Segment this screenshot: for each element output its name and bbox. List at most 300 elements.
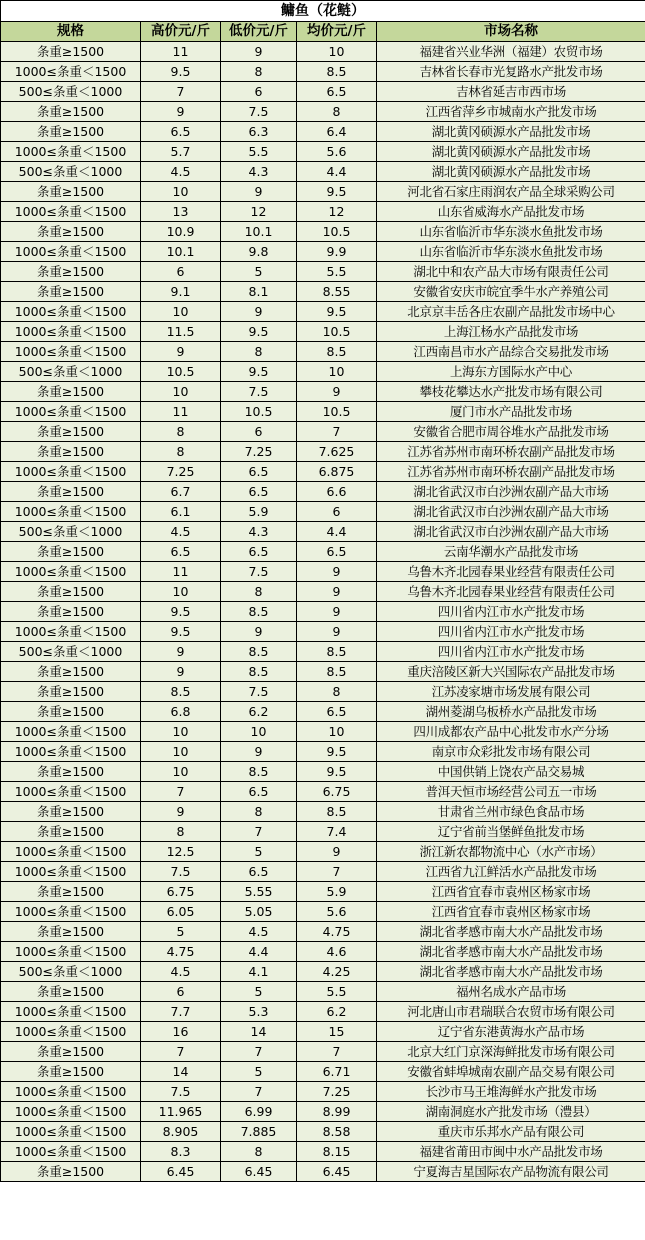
- table-row: [1, 622, 645, 642]
- cell-market: 辽宁省前当堡鲜鱼批发市场: [377, 822, 645, 842]
- table-row: [1, 702, 645, 722]
- table-row: [1, 1062, 645, 1082]
- cell-high-price: 12.5: [141, 842, 221, 862]
- cell-market: 乌鲁木齐北园春果业经营有限责任公司: [377, 582, 645, 602]
- cell-low-price: 9: [221, 622, 297, 642]
- cell-high-price: 6.1: [141, 502, 221, 522]
- cell-avg-price: 4.6: [297, 942, 377, 962]
- cell-market: 上海东方国际水产中心: [377, 362, 645, 382]
- cell-high-price: 7.5: [141, 862, 221, 882]
- cell-high-price: 9.5: [141, 622, 221, 642]
- cell-market: 四川省内江市水产批发市场: [377, 622, 645, 642]
- cell-market: 湖北黄冈硕源水产品批发市场: [377, 142, 645, 162]
- cell-avg-price: 9: [297, 582, 377, 602]
- cell-low-price: 8.5: [221, 602, 297, 622]
- cell-low-price: 10.1: [221, 222, 297, 242]
- cell-avg-price: 15: [297, 1022, 377, 1042]
- cell-avg-price: 7.25: [297, 1082, 377, 1102]
- cell-spec: 1000≤条重＜1500: [1, 902, 141, 922]
- cell-high-price: 11: [141, 402, 221, 422]
- header-row: [1, 22, 645, 42]
- table-row: [1, 722, 645, 742]
- cell-avg-price: 9.5: [297, 742, 377, 762]
- header-low-price: 低价元/斤: [221, 22, 297, 42]
- table-row: [1, 122, 645, 142]
- table-row: [1, 1042, 645, 1062]
- cell-high-price: 11.5: [141, 322, 221, 342]
- cell-low-price: 8: [221, 1142, 297, 1162]
- cell-spec: 1000≤条重＜1500: [1, 1102, 141, 1122]
- cell-spec: 1000≤条重＜1500: [1, 942, 141, 962]
- cell-high-price: 9.5: [141, 62, 221, 82]
- cell-high-price: 10: [141, 182, 221, 202]
- cell-market: 北京大红门京深海鲜批发市场有限公司: [377, 1042, 645, 1062]
- cell-high-price: 9: [141, 102, 221, 122]
- cell-avg-price: 6.6: [297, 482, 377, 502]
- cell-spec: 1000≤条重＜1500: [1, 622, 141, 642]
- cell-avg-price: 10: [297, 362, 377, 382]
- cell-low-price: 7: [221, 822, 297, 842]
- cell-avg-price: 5.9: [297, 882, 377, 902]
- table-row: [1, 342, 645, 362]
- cell-market: 山东省威海水产品批发市场: [377, 202, 645, 222]
- cell-low-price: 4.5: [221, 922, 297, 942]
- cell-spec: 条重≥1500: [1, 1162, 141, 1182]
- cell-avg-price: 9.9: [297, 242, 377, 262]
- cell-high-price: 7: [141, 82, 221, 102]
- cell-high-price: 14: [141, 1062, 221, 1082]
- cell-market: 湖北省孝感市南大水产品批发市场: [377, 962, 645, 982]
- cell-spec: 条重≥1500: [1, 1042, 141, 1062]
- table-row: [1, 982, 645, 1002]
- cell-market: 普洱天恒市场经营公司五一市场: [377, 782, 645, 802]
- cell-high-price: 10: [141, 382, 221, 402]
- cell-market: 甘肃省兰州市绿色食品市场: [377, 802, 645, 822]
- table-row: [1, 762, 645, 782]
- cell-market: 四川省内江市水产批发市场: [377, 602, 645, 622]
- cell-spec: 条重≥1500: [1, 222, 141, 242]
- cell-high-price: 11: [141, 562, 221, 582]
- cell-spec: 1000≤条重＜1500: [1, 402, 141, 422]
- cell-high-price: 4.5: [141, 162, 221, 182]
- cell-high-price: 6.05: [141, 902, 221, 922]
- cell-market: 江西省九江鲜活水产品批发市场: [377, 862, 645, 882]
- table-row: [1, 282, 645, 302]
- cell-avg-price: 4.4: [297, 162, 377, 182]
- cell-high-price: 10.5: [141, 362, 221, 382]
- cell-spec: 500≤条重＜1000: [1, 362, 141, 382]
- cell-high-price: 10: [141, 582, 221, 602]
- cell-market: 江苏省苏州市南环桥农副产品批发市场: [377, 442, 645, 462]
- cell-market: 宁夏海吉星国际农产品物流有限公司: [377, 1162, 645, 1182]
- cell-high-price: 6.45: [141, 1162, 221, 1182]
- cell-high-price: 9: [141, 642, 221, 662]
- cell-market: 福建省兴业华洲（福建）农贸市场: [377, 42, 645, 62]
- cell-market: 辽宁省东港黄海水产品市场: [377, 1022, 645, 1042]
- cell-spec: 1000≤条重＜1500: [1, 1142, 141, 1162]
- cell-avg-price: 9: [297, 382, 377, 402]
- cell-low-price: 6.5: [221, 482, 297, 502]
- cell-spec: 1000≤条重＜1500: [1, 62, 141, 82]
- cell-avg-price: 8.5: [297, 802, 377, 822]
- cell-spec: 500≤条重＜1000: [1, 162, 141, 182]
- cell-spec: 条重≥1500: [1, 42, 141, 62]
- table-row: [1, 522, 645, 542]
- cell-avg-price: 8.58: [297, 1122, 377, 1142]
- cell-avg-price: 8.5: [297, 662, 377, 682]
- cell-low-price: 9: [221, 182, 297, 202]
- cell-avg-price: 9: [297, 622, 377, 642]
- cell-spec: 1000≤条重＜1500: [1, 462, 141, 482]
- cell-low-price: 7.5: [221, 682, 297, 702]
- cell-avg-price: 7: [297, 422, 377, 442]
- cell-avg-price: 10.5: [297, 402, 377, 422]
- cell-low-price: 10.5: [221, 402, 297, 422]
- cell-market: 安徽省安庆市皖宜季牛水产养殖公司: [377, 282, 645, 302]
- cell-avg-price: 6.4: [297, 122, 377, 142]
- table-row: [1, 742, 645, 762]
- table-row: [1, 202, 645, 222]
- cell-low-price: 4.3: [221, 522, 297, 542]
- cell-avg-price: 5.5: [297, 262, 377, 282]
- cell-high-price: 5.7: [141, 142, 221, 162]
- cell-spec: 条重≥1500: [1, 922, 141, 942]
- cell-market: 北京京丰岳各庄农副产品批发市场中心: [377, 302, 645, 322]
- cell-low-price: 6: [221, 422, 297, 442]
- cell-low-price: 8: [221, 62, 297, 82]
- cell-low-price: 8: [221, 342, 297, 362]
- cell-market: 湖北省武汉市白沙洲农副产品大市场: [377, 522, 645, 542]
- cell-market: 吉林省长春市光复路水产批发市场: [377, 62, 645, 82]
- cell-high-price: 7: [141, 1042, 221, 1062]
- table-row: [1, 82, 645, 102]
- table-row: [1, 1162, 645, 1182]
- cell-spec: 1000≤条重＜1500: [1, 342, 141, 362]
- table-row: [1, 922, 645, 942]
- cell-avg-price: 7: [297, 1042, 377, 1062]
- cell-high-price: 4.75: [141, 942, 221, 962]
- cell-market: 四川成都农产品中心批发市水产分场: [377, 722, 645, 742]
- cell-avg-price: 6.45: [297, 1162, 377, 1182]
- cell-market: 福建省莆田市闽中水产品批发市场: [377, 1142, 645, 1162]
- cell-low-price: 7.5: [221, 562, 297, 582]
- cell-low-price: 6.5: [221, 542, 297, 562]
- table-row: [1, 782, 645, 802]
- table-row: [1, 302, 645, 322]
- cell-market: 长沙市马王堆海鲜水产批发市场: [377, 1082, 645, 1102]
- cell-spec: 条重≥1500: [1, 482, 141, 502]
- cell-high-price: 6: [141, 262, 221, 282]
- cell-high-price: 10.9: [141, 222, 221, 242]
- cell-high-price: 9: [141, 342, 221, 362]
- cell-avg-price: 6.75: [297, 782, 377, 802]
- cell-low-price: 10: [221, 722, 297, 742]
- cell-spec: 条重≥1500: [1, 822, 141, 842]
- cell-spec: 条重≥1500: [1, 122, 141, 142]
- cell-avg-price: 12: [297, 202, 377, 222]
- cell-avg-price: 6.5: [297, 702, 377, 722]
- table-row: [1, 1102, 645, 1122]
- cell-high-price: 8.5: [141, 682, 221, 702]
- cell-avg-price: 7: [297, 862, 377, 882]
- cell-high-price: 7: [141, 782, 221, 802]
- cell-market: 上海江杨水产品批发市场: [377, 322, 645, 342]
- cell-avg-price: 7.4: [297, 822, 377, 842]
- cell-high-price: 11.965: [141, 1102, 221, 1122]
- table-row: [1, 642, 645, 662]
- cell-low-price: 6.2: [221, 702, 297, 722]
- cell-avg-price: 8.5: [297, 342, 377, 362]
- cell-low-price: 6.5: [221, 782, 297, 802]
- cell-high-price: 9: [141, 802, 221, 822]
- cell-spec: 条重≥1500: [1, 262, 141, 282]
- cell-avg-price: 9: [297, 562, 377, 582]
- cell-avg-price: 9: [297, 602, 377, 622]
- table-row: [1, 142, 645, 162]
- cell-high-price: 6.5: [141, 542, 221, 562]
- header-avg-price: 均价元/斤: [297, 22, 377, 42]
- cell-low-price: 8.5: [221, 762, 297, 782]
- cell-spec: 1000≤条重＜1500: [1, 242, 141, 262]
- cell-spec: 500≤条重＜1000: [1, 642, 141, 662]
- header-market: 市场名称: [377, 22, 645, 42]
- cell-low-price: 4.1: [221, 962, 297, 982]
- table-row: [1, 882, 645, 902]
- table-row: [1, 182, 645, 202]
- cell-high-price: 11: [141, 42, 221, 62]
- cell-avg-price: 10.5: [297, 222, 377, 242]
- cell-low-price: 6.3: [221, 122, 297, 142]
- cell-low-price: 5.9: [221, 502, 297, 522]
- table-row: [1, 962, 645, 982]
- cell-market: 江西省宜春市袁州区杨家市场: [377, 902, 645, 922]
- cell-spec: 条重≥1500: [1, 442, 141, 462]
- cell-high-price: 10: [141, 742, 221, 762]
- cell-low-price: 12: [221, 202, 297, 222]
- cell-high-price: 8.3: [141, 1142, 221, 1162]
- cell-spec: 条重≥1500: [1, 762, 141, 782]
- cell-high-price: 10: [141, 302, 221, 322]
- cell-low-price: 5: [221, 1062, 297, 1082]
- cell-low-price: 6.45: [221, 1162, 297, 1182]
- cell-spec: 1000≤条重＜1500: [1, 1002, 141, 1022]
- cell-market: 湖北中和农产品大市场有限责任公司: [377, 262, 645, 282]
- cell-market: 攀枝花攀达水产批发市场有限公司: [377, 382, 645, 402]
- cell-low-price: 9: [221, 42, 297, 62]
- cell-low-price: 5: [221, 842, 297, 862]
- cell-market: 湖北省孝感市南大水产品批发市场: [377, 942, 645, 962]
- table-row: [1, 482, 645, 502]
- cell-avg-price: 8: [297, 682, 377, 702]
- cell-market: 云南华潮水产品批发市场: [377, 542, 645, 562]
- cell-low-price: 8.5: [221, 662, 297, 682]
- cell-spec: 1000≤条重＜1500: [1, 302, 141, 322]
- cell-high-price: 7.7: [141, 1002, 221, 1022]
- cell-low-price: 9.5: [221, 362, 297, 382]
- cell-spec: 500≤条重＜1000: [1, 962, 141, 982]
- cell-spec: 1000≤条重＜1500: [1, 782, 141, 802]
- cell-spec: 条重≥1500: [1, 542, 141, 562]
- cell-spec: 条重≥1500: [1, 982, 141, 1002]
- cell-avg-price: 4.4: [297, 522, 377, 542]
- cell-low-price: 5.5: [221, 142, 297, 162]
- table-body: [1, 42, 645, 1182]
- cell-market: 江苏省苏州市南环桥农副产品批发市场: [377, 462, 645, 482]
- cell-avg-price: 6.875: [297, 462, 377, 482]
- table-row: [1, 842, 645, 862]
- cell-spec: 条重≥1500: [1, 882, 141, 902]
- cell-high-price: 9.1: [141, 282, 221, 302]
- cell-low-price: 6.99: [221, 1102, 297, 1122]
- header-spec: 规格: [1, 22, 141, 42]
- cell-market: 重庆市乐邦水产品有限公司: [377, 1122, 645, 1142]
- cell-low-price: 7.5: [221, 102, 297, 122]
- cell-high-price: 9: [141, 662, 221, 682]
- table-title: 鳙鱼（花鲢）: [1, 1, 645, 22]
- cell-low-price: 5: [221, 262, 297, 282]
- table-row: [1, 902, 645, 922]
- cell-high-price: 9.5: [141, 602, 221, 622]
- cell-spec: 条重≥1500: [1, 382, 141, 402]
- cell-spec: 1000≤条重＜1500: [1, 742, 141, 762]
- cell-spec: 1000≤条重＜1500: [1, 322, 141, 342]
- cell-high-price: 10: [141, 722, 221, 742]
- cell-avg-price: 10.5: [297, 322, 377, 342]
- cell-market: 湖南洞庭水产批发市场（澧县）: [377, 1102, 645, 1122]
- cell-avg-price: 6.2: [297, 1002, 377, 1022]
- cell-market: 四川省内江市水产批发市场: [377, 642, 645, 662]
- cell-market: 重庆涪陵区新大兴国际农产品批发市场: [377, 662, 645, 682]
- cell-low-price: 6.5: [221, 462, 297, 482]
- cell-high-price: 7.25: [141, 462, 221, 482]
- cell-low-price: 7: [221, 1082, 297, 1102]
- table-row: [1, 102, 645, 122]
- cell-spec: 条重≥1500: [1, 662, 141, 682]
- table-row: [1, 222, 645, 242]
- table-row: [1, 542, 645, 562]
- cell-spec: 1000≤条重＜1500: [1, 862, 141, 882]
- cell-low-price: 7.885: [221, 1122, 297, 1142]
- cell-low-price: 9: [221, 302, 297, 322]
- cell-low-price: 8: [221, 802, 297, 822]
- cell-market: 湖北省武汉市白沙洲农副产品大市场: [377, 502, 645, 522]
- table-row: [1, 442, 645, 462]
- cell-spec: 条重≥1500: [1, 1062, 141, 1082]
- cell-low-price: 8.5: [221, 642, 297, 662]
- table-row: [1, 1082, 645, 1102]
- cell-low-price: 5.05: [221, 902, 297, 922]
- cell-avg-price: 5.6: [297, 142, 377, 162]
- cell-high-price: 4.5: [141, 962, 221, 982]
- cell-high-price: 8: [141, 422, 221, 442]
- cell-spec: 1000≤条重＜1500: [1, 202, 141, 222]
- cell-avg-price: 10: [297, 42, 377, 62]
- table-row: [1, 682, 645, 702]
- cell-avg-price: 9.5: [297, 302, 377, 322]
- cell-spec: 条重≥1500: [1, 282, 141, 302]
- cell-high-price: 6.8: [141, 702, 221, 722]
- cell-low-price: 7.25: [221, 442, 297, 462]
- cell-avg-price: 8.5: [297, 62, 377, 82]
- cell-market: 中国供销上饶农产品交易城: [377, 762, 645, 782]
- cell-market: 湖北黄冈硕源水产品批发市场: [377, 122, 645, 142]
- cell-avg-price: 9: [297, 842, 377, 862]
- cell-low-price: 8: [221, 582, 297, 602]
- cell-high-price: 8.905: [141, 1122, 221, 1142]
- cell-market: 湖州菱湖乌板桥水产品批发市场: [377, 702, 645, 722]
- cell-avg-price: 8: [297, 102, 377, 122]
- cell-avg-price: 9.5: [297, 762, 377, 782]
- cell-market: 江西省萍乡市城南水产批发市场: [377, 102, 645, 122]
- table-row: [1, 402, 645, 422]
- cell-low-price: 9: [221, 742, 297, 762]
- cell-spec: 条重≥1500: [1, 182, 141, 202]
- cell-market: 河北省石家庄雨润农产品全球采购公司: [377, 182, 645, 202]
- cell-spec: 1000≤条重＜1500: [1, 1082, 141, 1102]
- cell-low-price: 5: [221, 982, 297, 1002]
- table-row: [1, 1142, 645, 1162]
- cell-high-price: 8: [141, 822, 221, 842]
- cell-avg-price: 8.99: [297, 1102, 377, 1122]
- cell-spec: 1000≤条重＜1500: [1, 142, 141, 162]
- cell-high-price: 10.1: [141, 242, 221, 262]
- table-row: [1, 802, 645, 822]
- cell-spec: 条重≥1500: [1, 582, 141, 602]
- cell-avg-price: 4.25: [297, 962, 377, 982]
- cell-low-price: 6.5: [221, 862, 297, 882]
- cell-market: 南京市众彩批发市场有限公司: [377, 742, 645, 762]
- cell-market: 山东省临沂市华东淡水鱼批发市场: [377, 242, 645, 262]
- cell-spec: 1000≤条重＜1500: [1, 1122, 141, 1142]
- table-title-row: [1, 1, 645, 22]
- cell-low-price: 7.5: [221, 382, 297, 402]
- cell-spec: 500≤条重＜1000: [1, 522, 141, 542]
- cell-avg-price: 8.55: [297, 282, 377, 302]
- cell-market: 河北唐山市君瑞联合农贸市场有限公司: [377, 1002, 645, 1022]
- cell-low-price: 4.4: [221, 942, 297, 962]
- cell-high-price: 6.5: [141, 122, 221, 142]
- table-row: [1, 502, 645, 522]
- table-row: [1, 262, 645, 282]
- table-row: [1, 1022, 645, 1042]
- cell-spec: 条重≥1500: [1, 802, 141, 822]
- cell-low-price: 5.3: [221, 1002, 297, 1022]
- cell-low-price: 9.8: [221, 242, 297, 262]
- cell-avg-price: 8.5: [297, 642, 377, 662]
- cell-spec: 条重≥1500: [1, 102, 141, 122]
- cell-spec: 1000≤条重＜1500: [1, 722, 141, 742]
- cell-avg-price: 5.5: [297, 982, 377, 1002]
- cell-market: 浙江新农都物流中心（水产市场）: [377, 842, 645, 862]
- cell-avg-price: 7.625: [297, 442, 377, 462]
- cell-market: 湖北省武汉市白沙洲农副产品大市场: [377, 482, 645, 502]
- table-row: [1, 362, 645, 382]
- cell-market: 福州名成水产品市场: [377, 982, 645, 1002]
- cell-market: 江西省宜春市袁州区杨家市场: [377, 882, 645, 902]
- cell-high-price: 6: [141, 982, 221, 1002]
- cell-avg-price: 10: [297, 722, 377, 742]
- table-row: [1, 422, 645, 442]
- cell-market: 乌鲁木齐北园春果业经营有限责任公司: [377, 562, 645, 582]
- cell-low-price: 9.5: [221, 322, 297, 342]
- cell-market: 江苏凌家塘市场发展有限公司: [377, 682, 645, 702]
- cell-market: 湖北省孝感市南大水产品批发市场: [377, 922, 645, 942]
- cell-spec: 1000≤条重＜1500: [1, 502, 141, 522]
- table-row: [1, 1122, 645, 1142]
- cell-market: 厦门市水产品批发市场: [377, 402, 645, 422]
- cell-avg-price: 9.5: [297, 182, 377, 202]
- cell-avg-price: 6.5: [297, 82, 377, 102]
